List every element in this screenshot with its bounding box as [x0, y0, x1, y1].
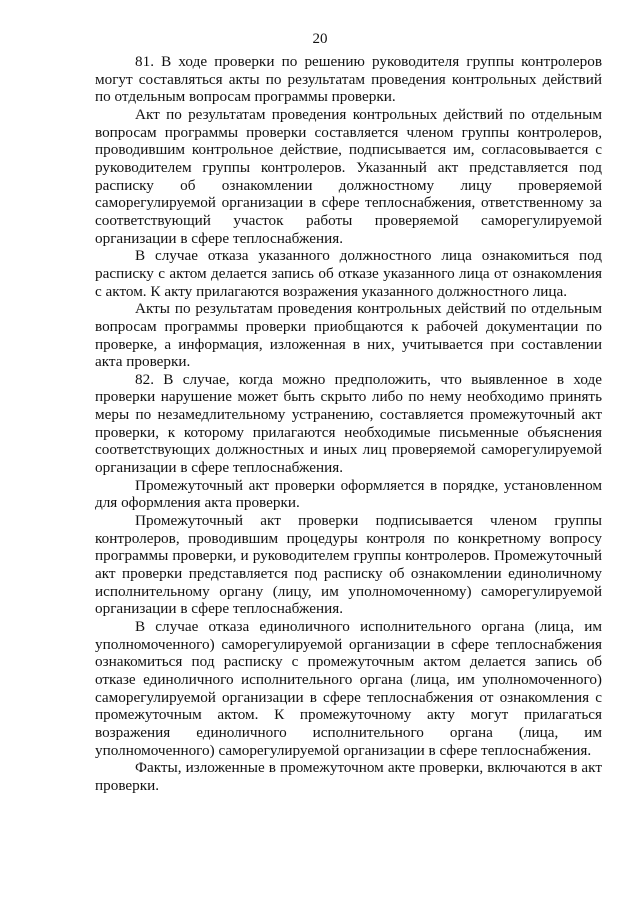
paragraph-interim-act-signing: Промежуточный акт проверки подписывается членом группы контролеров, проводившим процедуры контроля по конкретному вопросу программы проверки, и руководителем группы контролеров. Промежуточный акт проверки представляется под расписку об ознакомлении единоличному исполнительному органу (лицу, им уполномоченному) саморегулируемой организации в сфере теплоснабжения. — [95, 512, 602, 618]
paragraph-interim-act-format: Промежуточный акт проверки оформляется в порядке, установленном для оформления акта проверки. — [95, 476, 602, 512]
page-number: 20 — [312, 31, 328, 47]
paragraph-acts-attached: Акты по результатам проведения контрольных действий по отдельным вопросам программы проверки приобщаются к рабочей документации по проверке, а информация, изложенная в них, учитывается при составлении акта проверки. — [95, 300, 602, 371]
paragraph-facts-included: Факты, изложенные в промежуточном акте проверки, включаются в акт проверки. — [95, 759, 602, 794]
paragraph-refusal-executive: В случае отказа единоличного исполнительного органа (лица, им уполномоченного) саморегулируемой организации в сфере теплоснабжения ознакомиться под расписку с промежуточным актом делается запись об отказе единоличного исполнительного органа (лица, им уполномоченного) саморегулируемой организации в сфере теплоснабжения от ознакомления с промежуточным актом. К промежуточному акту могут прилагаться возражения единоличного исполнительного органа (лица, им уполномоченного) саморегулируемой организации в сфере теплоснабжения. — [95, 618, 602, 759]
paragraph-refusal-official: В случае отказа указанного должностного лица ознакомиться под расписку с актом делается запись об отказе указанного лица от ознакомления с актом. К акту прилагаются возражения указанного должностного лица. — [95, 247, 602, 300]
paragraph-81: 81. В ходе проверки по решению руководителя группы контролеров могут составляться акты по результатам проведения контрольных действий по отдельным вопросам программы проверки. — [95, 53, 602, 106]
paragraph-act-composition: Акт по результатам проведения контрольных действий по отдельным вопросам программы проверки составляется членом группы контролеров, проводившим контрольное действие, подписывается им, согласовывается с руководителем группы контролеров. Указанный акт представляется под расписку об ознакомлении должностному лицу проверяемой саморегулируемой организации в сфере теплоснабжения, ответственному за соответствующий участок работы проверяемой саморегулируемой организации в сфере теплоснабжения. — [95, 105, 602, 247]
paragraph-82: 82. В случае, когда можно предположить, что выявленное в ходе проверки нарушение может быть скрыто либо по нему необходимо принять меры по незамедлительному устранению, составляется промежуточный акт проверки, к которому прилагаются необходимые письменные объяснения соответствующих должностных и иных лиц проверяемой саморегулируемой организации в сфере теплоснабжения. — [95, 370, 602, 477]
document-body — [95, 53, 602, 795]
